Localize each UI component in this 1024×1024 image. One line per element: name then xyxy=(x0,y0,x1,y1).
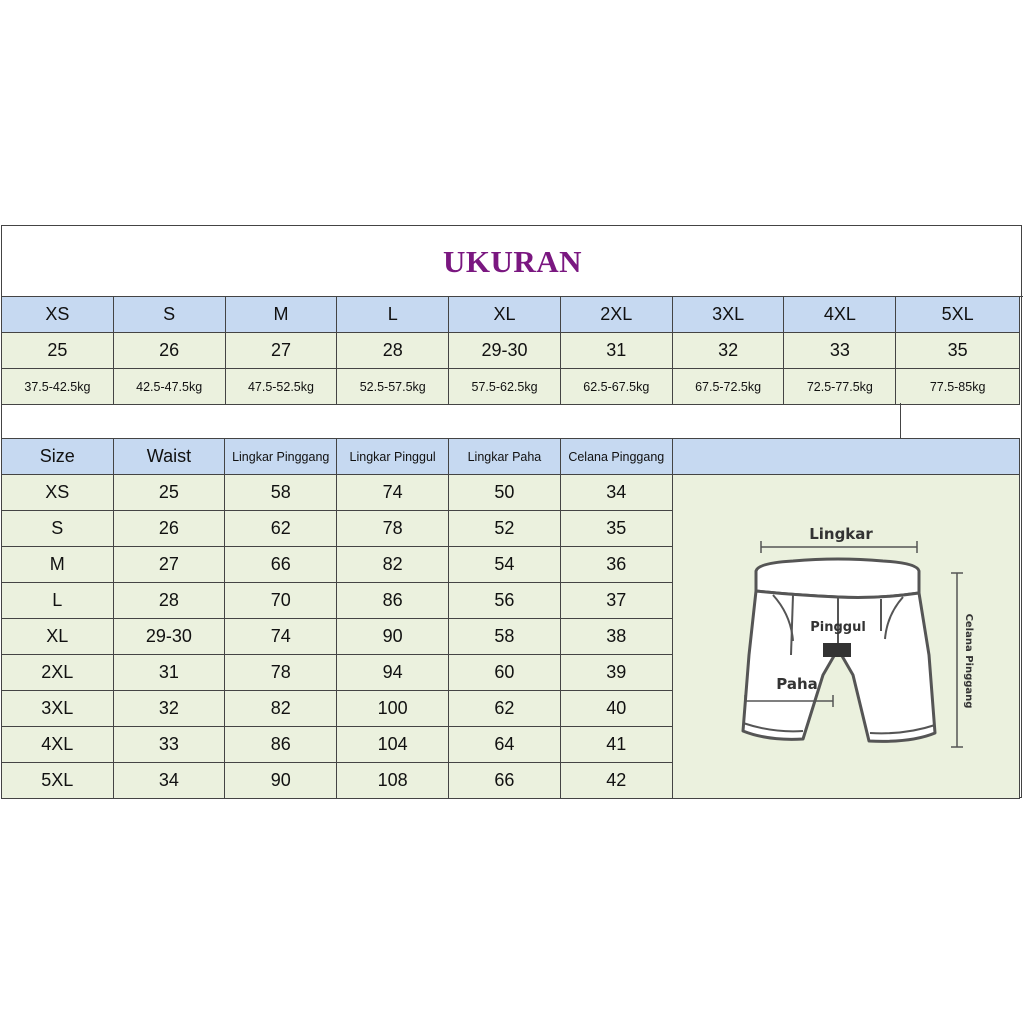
size-weight-table xyxy=(1,296,1020,405)
weight-cell: 37.5-42.5kg xyxy=(2,369,114,405)
header-blank xyxy=(672,439,1019,475)
cell: 33 xyxy=(113,727,225,763)
cell: XS xyxy=(2,475,114,511)
size-cell: L xyxy=(337,297,449,333)
shorts-tag xyxy=(823,643,851,657)
waist-cell: 29-30 xyxy=(449,333,561,369)
size-cell: 2XL xyxy=(560,297,672,333)
header-lingkar-pinggul: Lingkar Pinggul xyxy=(337,439,449,475)
cell: 78 xyxy=(337,511,449,547)
cell: 39 xyxy=(560,655,672,691)
weight-cell: 47.5-52.5kg xyxy=(225,369,337,405)
cell: 2XL xyxy=(2,655,114,691)
title-row xyxy=(2,226,1023,297)
cell: 74 xyxy=(337,475,449,511)
cell: 28 xyxy=(113,583,225,619)
size-header-row xyxy=(2,297,1020,333)
weight-cell: 77.5-85kg xyxy=(896,369,1020,405)
cell: 86 xyxy=(337,583,449,619)
label-paha: Paha xyxy=(775,675,818,693)
cell: 78 xyxy=(225,655,337,691)
page-title: UKURAN xyxy=(442,244,583,279)
label-celana-pinggang: Celana Pinggang xyxy=(962,613,974,709)
size-chart-sheet xyxy=(1,225,1022,798)
cell: 52 xyxy=(449,511,561,547)
header-celana-pinggang: Celana Pinggang xyxy=(560,439,672,475)
waist-cell: 31 xyxy=(560,333,672,369)
cell: L xyxy=(2,583,114,619)
spacer-row-right xyxy=(900,403,1023,438)
cell: 4XL xyxy=(2,727,114,763)
cell: 54 xyxy=(449,547,561,583)
size-cell: 5XL xyxy=(896,297,1020,333)
waist-cell: 27 xyxy=(225,333,337,369)
cell: 29-30 xyxy=(113,619,225,655)
cell: 70 xyxy=(225,583,337,619)
weight-cell: 67.5-72.5kg xyxy=(672,369,784,405)
cell: 34 xyxy=(560,475,672,511)
spacer-row xyxy=(2,403,900,438)
cell: 35 xyxy=(560,511,672,547)
weight-cell: 42.5-47.5kg xyxy=(113,369,225,405)
cell: 90 xyxy=(225,763,337,799)
header-lingkar-pinggang: Lingkar Pinggang xyxy=(225,439,337,475)
waist-row xyxy=(2,333,1020,369)
weight-row xyxy=(2,369,1020,405)
cell: XL xyxy=(2,619,114,655)
cell: 27 xyxy=(113,547,225,583)
size-cell: 4XL xyxy=(784,297,896,333)
size-cell: XS xyxy=(2,297,114,333)
header-lingkar-paha: Lingkar Paha xyxy=(449,439,561,475)
cell: 86 xyxy=(225,727,337,763)
cell: 56 xyxy=(449,583,561,619)
cell: 108 xyxy=(337,763,449,799)
cell: 94 xyxy=(337,655,449,691)
cell: 64 xyxy=(449,727,561,763)
size-cell: S xyxy=(113,297,225,333)
cell: 3XL xyxy=(2,691,114,727)
shorts-diagram-cell xyxy=(672,475,1019,799)
cell: 34 xyxy=(113,763,225,799)
cell: 38 xyxy=(560,619,672,655)
size-cell: M xyxy=(225,297,337,333)
cell: 32 xyxy=(113,691,225,727)
cell: 82 xyxy=(337,547,449,583)
cell: S xyxy=(2,511,114,547)
cell: 37 xyxy=(560,583,672,619)
waist-cell: 28 xyxy=(337,333,449,369)
measurement-header-row xyxy=(2,439,1020,475)
cell: 62 xyxy=(225,511,337,547)
cell: 58 xyxy=(225,475,337,511)
cell: 50 xyxy=(449,475,561,511)
cell: 5XL xyxy=(2,763,114,799)
waist-cell: 33 xyxy=(784,333,896,369)
cell: 66 xyxy=(449,763,561,799)
cell: 36 xyxy=(560,547,672,583)
weight-cell: 72.5-77.5kg xyxy=(784,369,896,405)
cell: 104 xyxy=(337,727,449,763)
cell: 90 xyxy=(337,619,449,655)
weight-cell: 57.5-62.5kg xyxy=(449,369,561,405)
weight-cell: 62.5-67.5kg xyxy=(560,369,672,405)
rise-measure-line xyxy=(951,573,963,747)
measurement-table xyxy=(1,438,1020,799)
cell: 58 xyxy=(449,619,561,655)
cell: M xyxy=(2,547,114,583)
waist-cell: 25 xyxy=(2,333,114,369)
header-size: Size xyxy=(2,439,114,475)
cell: 62 xyxy=(449,691,561,727)
cell: 31 xyxy=(113,655,225,691)
waist-cell: 35 xyxy=(896,333,1020,369)
cell: 60 xyxy=(449,655,561,691)
cell: 25 xyxy=(113,475,225,511)
size-cell: 3XL xyxy=(672,297,784,333)
waist-cell: 32 xyxy=(672,333,784,369)
cell: 42 xyxy=(560,763,672,799)
label-lingkar: Lingkar xyxy=(808,525,873,543)
header-waist: Waist xyxy=(113,439,225,475)
table-row xyxy=(2,475,1020,511)
waist-cell: 26 xyxy=(113,333,225,369)
label-pinggul: Pinggul xyxy=(809,620,866,635)
cell: 82 xyxy=(225,691,337,727)
cell: 100 xyxy=(337,691,449,727)
weight-cell: 52.5-57.5kg xyxy=(337,369,449,405)
size-cell: XL xyxy=(449,297,561,333)
cell: 41 xyxy=(560,727,672,763)
cell: 26 xyxy=(113,511,225,547)
cell: 66 xyxy=(225,547,337,583)
shorts-diagram xyxy=(673,475,1020,799)
cell: 74 xyxy=(225,619,337,655)
cell: 40 xyxy=(560,691,672,727)
